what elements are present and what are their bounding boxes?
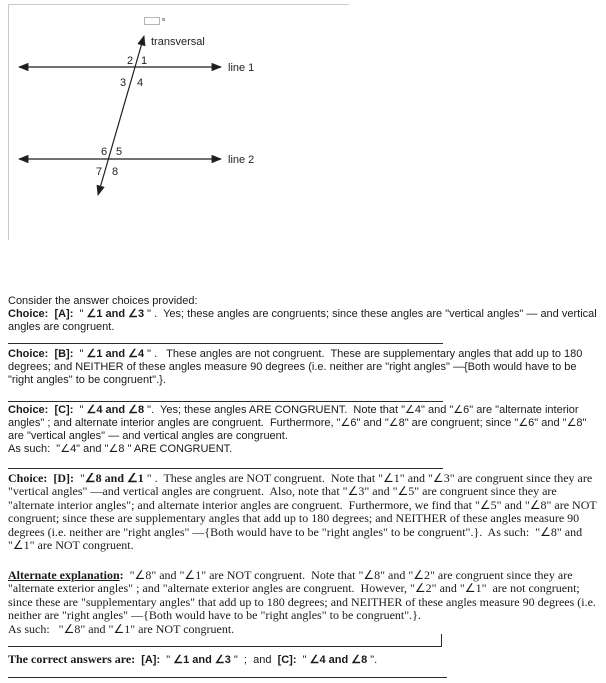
angle-7-label: 7 xyxy=(95,166,103,178)
angle-4-label: 4 xyxy=(136,77,144,89)
intro-and-choice-a-paragraph: Consider the answer choices provided: Choice: [A]: " ∠1 and ∠3 " . Yes; these angles are congruents; since these angles are "vertical angles" — and vertical angles are congruent. xyxy=(8,295,600,333)
line-1-label: line 1 xyxy=(228,62,255,74)
divider-bottom xyxy=(8,677,447,678)
transversal-line xyxy=(95,36,144,195)
angle-5-label: 5 xyxy=(115,146,123,158)
choice-d-paragraph: Choice: [D]: "∠8 and ∠1 " . These angles are NOT congruent. Note that "∠1" and "∠3" are congruent since they are "vertical angles" —and vertical angles are congruent. Also, note that "∠3" and "∠5" are congruent since they are "alternate interior angles"; and alternate interior angles are congruent. Furthermore, we find that "∠5" and "∠8" are NOT congruent; since these are supplementary angles that add up to 180 degrees; and NEITHER of these angles measure 90 degrees (i.e. neither are "right angles" —{Both would have to be "right angles" to be congruent".}. As such: "∠8" and "∠1" are NOT congruent. xyxy=(8,471,600,553)
choice-c-paragraph: Choice: [C]: " ∠4 and ∠8 ". Yes; these angles ARE CONGRUENT. Note that "∠4" and "∠6" are "alternate interior angles" ; and alternate interior angles are congruent. Furthermore, "∠6" and "∠8" are congruent; since "∠6" and "∠8" are "vertical angles" — and vertical angles are congruent. As such: "∠4" and "∠8 " ARE CONGRUENT. xyxy=(8,404,590,455)
angle-6-label: 6 xyxy=(100,146,108,158)
divider-with-text-caret xyxy=(8,634,442,647)
angle-1-label: 1 xyxy=(140,55,148,67)
alternate-explanation-paragraph: Alternate explanation: "∠8" and "∠1" are NOT congruent. Note that "∠8" and "∠2" are congruent since they are "alternate exterior angles" ; and "alternate exterior angles are congruent. However, "∠2" and "∠1" are not congruent; since these are "supplementary angles" that add up to 180 degrees; and NEITHER of these angles measure 90 degrees (i.e. neither are "right angles" —{Both would have to be "right angles" to be congruent".}. As such: "∠8" and "∠1" are NOT congruent. xyxy=(8,568,599,636)
choice-b-paragraph: Choice: [B]: " ∠1 and ∠4 " . These angles are not congruent. These are supplementary angles that add up to 180 degrees; and NEITHER of these angles measure 90 degrees (i.e. neither are "right angles" —{Both would have to be "right angles" to be congruent".}. xyxy=(8,348,586,386)
divider-after-choice-a xyxy=(8,343,443,344)
parallel-lines-transversal-diagram xyxy=(9,5,350,241)
angle-8-label: 8 xyxy=(111,166,119,178)
diagram-panel xyxy=(8,4,349,240)
correct-answers-line: The correct answers are: [A]: " ∠1 and ∠3 " ; and [C]: " ∠4 and ∠8 ". xyxy=(8,652,378,666)
divider-after-choice-b xyxy=(8,401,443,402)
line-2-label: line 2 xyxy=(228,154,255,166)
angle-2-label: 2 xyxy=(126,55,134,67)
angle-3-label: 3 xyxy=(119,77,127,89)
divider-after-choice-c xyxy=(8,468,443,469)
transversal-label: transversal xyxy=(151,36,205,48)
